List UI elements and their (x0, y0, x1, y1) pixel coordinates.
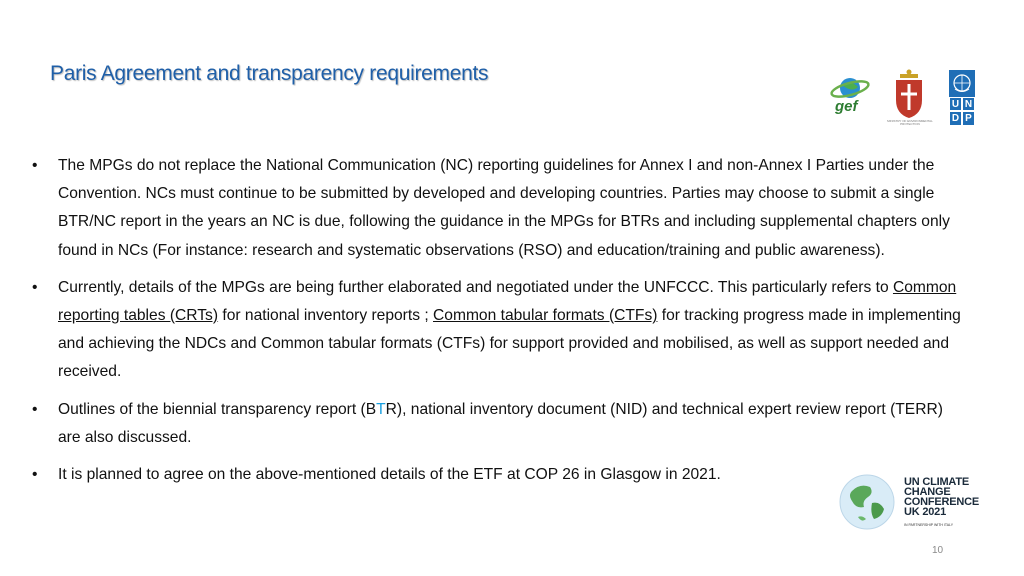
cop26-line: CONFERENCE (904, 496, 980, 508)
cop26-line: UN CLIMATE (904, 476, 970, 488)
bullet-text: The MPGs do not replace the National Communication (NC) reporting guidelines for Annex I and non-Annex I Parties under the Convention. NCs must continue to be submitted by developed and developing countries. Parties may choose to submit a single BTR/NC report in the years an NC is due, following the guidance in the MPGs for BTRs and including supplemental chapters only found in NCs (For instance: research and systematic observations (RSO) and education/training and public awareness). (58, 157, 950, 259)
undp-letter: N (962, 97, 975, 111)
earth-globe-icon (838, 473, 896, 531)
bullet-marker: • (32, 278, 38, 296)
bullet-text: R), national inventory document (NID) and technical expert review report (TERR) are also discussed. (58, 400, 943, 446)
page-number: 10 (932, 545, 944, 556)
undp-letter: D (949, 111, 962, 126)
cop26-line: CHANGE (904, 486, 951, 498)
bullet-text: for national inventory reports ; (218, 307, 434, 325)
un-emblem-icon (949, 70, 975, 96)
cop26-line: UK 2021 (904, 506, 947, 518)
bullet-text: It is planned to agree on the above-mentioned details of the ETF at COP 26 in Glasgow in 2021. (58, 466, 721, 484)
bullet-marker: • (32, 466, 38, 484)
bullet-marker: • (32, 400, 38, 418)
bullet-item (32, 274, 962, 387)
bullet-item (32, 396, 962, 452)
undp-letter: P (962, 111, 975, 126)
undp-letter: U (949, 97, 962, 111)
bullet-item (32, 152, 962, 265)
cop26-logo (838, 473, 998, 531)
bullet-item (32, 461, 962, 489)
bullet-text: for tracking progress made in implementing and achieving the NDCs and Common tabular formats (CTFs) for support provided and mobilised, as well as support needed and received. (58, 307, 961, 381)
gef-wordmark: gef (835, 98, 858, 115)
cop26-wordmark (904, 477, 979, 517)
partner-logos (826, 68, 976, 130)
gef-logo (826, 72, 874, 124)
bullet-text: Outlines of the biennial transparency report (B (58, 400, 377, 418)
slide-title: Paris Agreement and transparency requirements (50, 62, 489, 85)
ctf-link[interactable]: Common tabular formats (CTFs) (433, 307, 658, 325)
undp-letters (949, 97, 975, 126)
crt-link[interactable]: Common reporting tables (CRTs) (58, 278, 957, 325)
undp-logo (949, 70, 975, 126)
accent-letter: T (376, 400, 386, 418)
serbia-caption: MINISTRY OF ENVIRONMENTAL PROTECTION (887, 119, 933, 126)
bullet-list (32, 152, 962, 498)
bullet-marker: • (32, 157, 38, 174)
cop26-partnership: IN PARTNERSHIP WITH ITALY (904, 523, 954, 527)
bullet-text: Currently, details of the MPGs are being further elaborated and negotiated under the UNFCCC. This particularly refers to (58, 278, 893, 296)
coat-of-arms-icon (890, 68, 928, 120)
